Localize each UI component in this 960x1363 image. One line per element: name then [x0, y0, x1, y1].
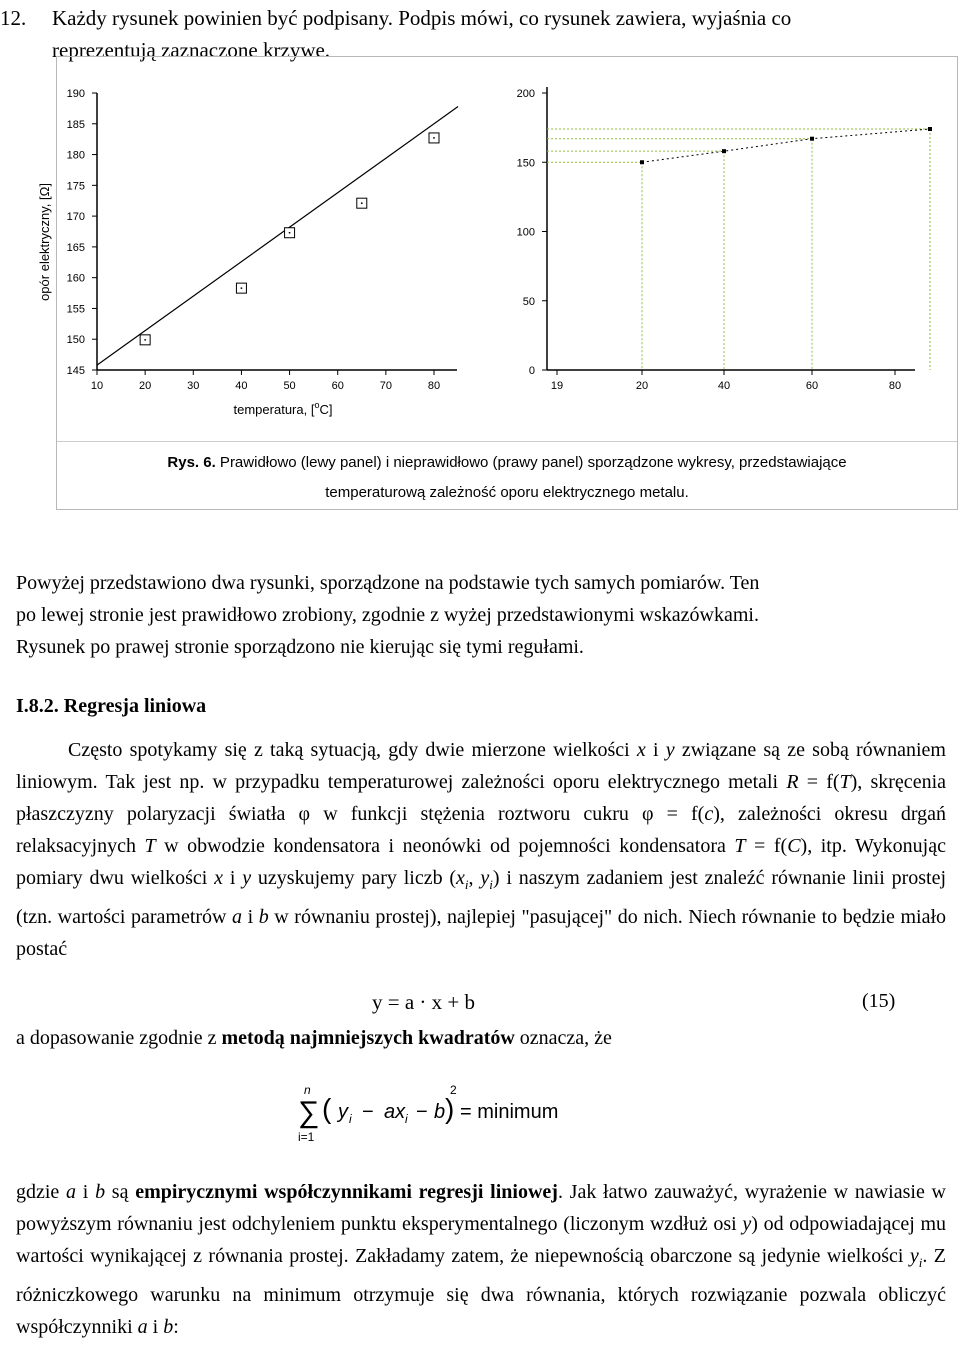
figure-inner-divider [57, 57, 957, 442]
right-y-tick-label: 0 [528, 365, 535, 377]
left-y-tick-label: 165 [66, 241, 85, 254]
right-y-tick-label: 100 [516, 226, 535, 239]
left-y-axis-label: opór elektryczny, [Ω] [37, 183, 52, 301]
left-x-tick-label: 70 [379, 380, 392, 392]
left-x-tick-label: 20 [139, 380, 152, 392]
left-x-tick-label: 10 [90, 380, 104, 392]
right-y-tick-label: 200 [516, 88, 535, 100]
sum-body-y: y [338, 1101, 348, 1123]
left-x-tick-label: 60 [331, 380, 344, 392]
left-y-tick-label: 150 [66, 334, 85, 347]
right-y-tick-label: 150 [516, 157, 535, 170]
item-text-line1: Każdy rysunek powinien być podpisany. Podpis mówi, co rysunek zawiera, wyjaśnia co [52, 6, 792, 30]
right-x-tick-label: 60 [805, 380, 819, 392]
sum-body-ax: ax [384, 1101, 406, 1123]
sum-upper-limit: n [304, 1083, 311, 1097]
left-x-tick-label: 30 [187, 380, 200, 392]
sum-body-subscript-2: i [405, 1112, 408, 1126]
sum-body-subscript-1: i [349, 1112, 352, 1126]
left-x-tick-label: 40 [235, 380, 248, 392]
left-y-tick-label: 180 [66, 149, 85, 162]
item-number: 12. [0, 6, 27, 30]
left-y-tick-label: 155 [66, 303, 85, 316]
sum-lower-limit: i=1 [298, 1130, 315, 1144]
sum-body-b: b [434, 1101, 446, 1123]
sum-power: 2 [450, 1083, 457, 1097]
paragraph-1 [16, 567, 946, 663]
left-x-tick-label: 50 [283, 380, 296, 392]
left-y-tick-label: 160 [66, 272, 85, 285]
sum-body-minus-1: − [362, 1101, 374, 1123]
right-x-tick-label: 20 [635, 380, 649, 392]
figure-caption [56, 448, 958, 508]
close-paren: ) [445, 1093, 455, 1124]
section-heading: I.8.2. Regresja liniowa [16, 695, 207, 717]
left-y-tick-label: 145 [66, 365, 85, 377]
left-y-tick-label: 190 [66, 88, 85, 100]
right-x-tick-label: 80 [888, 380, 902, 392]
sum-body-minus-2: − [416, 1101, 428, 1123]
caption-text2: temperaturową zależność oporu elektrycznego metalu. [325, 484, 689, 501]
paragraph-4: gdzie a i b są empirycznymi współczynnikami regresji liniowej. Jak łatwo zauważyć, wyrażenie w nawiasie w powyższym równaniu jest odchyleniem punktu eksperymentalnego (liczonym wzdłuż osi y) od odpowiadającej mu wartości wynikającej z równania prostej. Zakładamy zatem, że niepewnością obarczone są jedynie wielkości $y_i$. Z różniczkowego warunku na minimum otrzymuje się dwa równania, których rozwiązanie pozwala obliczyć współczynniki a i b: [16, 1181, 946, 1338]
paragraph-2: Często spotykamy się z taką sytuacją, gdy dwie mierzone wielkości x i y związane są ze sobą równaniem liniowym. Tak jest np. w przypadku temperaturowej zależności oporu elektrycznego metali R = f(T), skręcenia płaszczyzny polaryzacji światła φ w funkcji stężenia roztworu cukru φ = f(c), zależności okresu drgań relaksacyjnych T w obwodzie kondensatora i neonówki od pojemności kondensatora T = f(C), itp. Wykonując pomiary dwu wielkości x i y uzyskujemy pary liczb ($x_i$, $y_i$) i naszym zadaniem jest znaleźć równanie linii prostej (tzn. wartości parametrów a i b w równaniu prostej), najlepiej "pasującej" do nich. Niech równanie to będzie miało postać [16, 739, 947, 960]
left-y-tick-label: 175 [66, 180, 85, 193]
right-x-tick-label: 19 [550, 380, 564, 392]
sum-symbol: ∑ [298, 1096, 320, 1129]
caption-text1: Prawidłowo (lewy panel) i nieprawidłowo (prawy panel) sporządzone wykresy, przedstawiające [215, 454, 847, 471]
sum-rhs: = minimum [460, 1101, 559, 1123]
least-squares-equation [298, 1082, 598, 1152]
figure-frame [37, 56, 958, 510]
paragraph-3: a dopasowanie zgodnie z metodą najmniejszych kwadratów oznacza, że [16, 1027, 612, 1049]
equation-15-number: (15) [862, 990, 896, 1012]
left-x-axis-label: temperatura, [$^o$C] [233, 400, 333, 417]
left-x-tick-label: 80 [427, 380, 441, 392]
paragraph-1-line3: Rysunek po prawej stronie sporządzono nie kierując się tymi regułami. [16, 636, 584, 658]
caption-label: Rys. 6. [167, 454, 216, 471]
paragraph-1-line2: po lewej stronie jest prawidłowo zrobiony, zgodnie z wyżej przedstawionymi wskazówkami. [16, 604, 759, 626]
open-paren: ( [322, 1093, 332, 1124]
left-y-tick-label: 185 [66, 118, 85, 131]
paragraph-1-line1: Powyżej przedstawiono dwa rysunki, sporządzone na podstawie tych samych pomiarów. Ten [16, 572, 760, 594]
item-text-line2: reprezentują zaznaczone krzywe. [52, 38, 331, 62]
equation-15: y = a · x + b [372, 990, 476, 1014]
right-y-tick-label: 50 [522, 295, 535, 308]
left-y-tick-label: 170 [66, 211, 85, 224]
right-x-tick-label: 40 [717, 380, 731, 392]
